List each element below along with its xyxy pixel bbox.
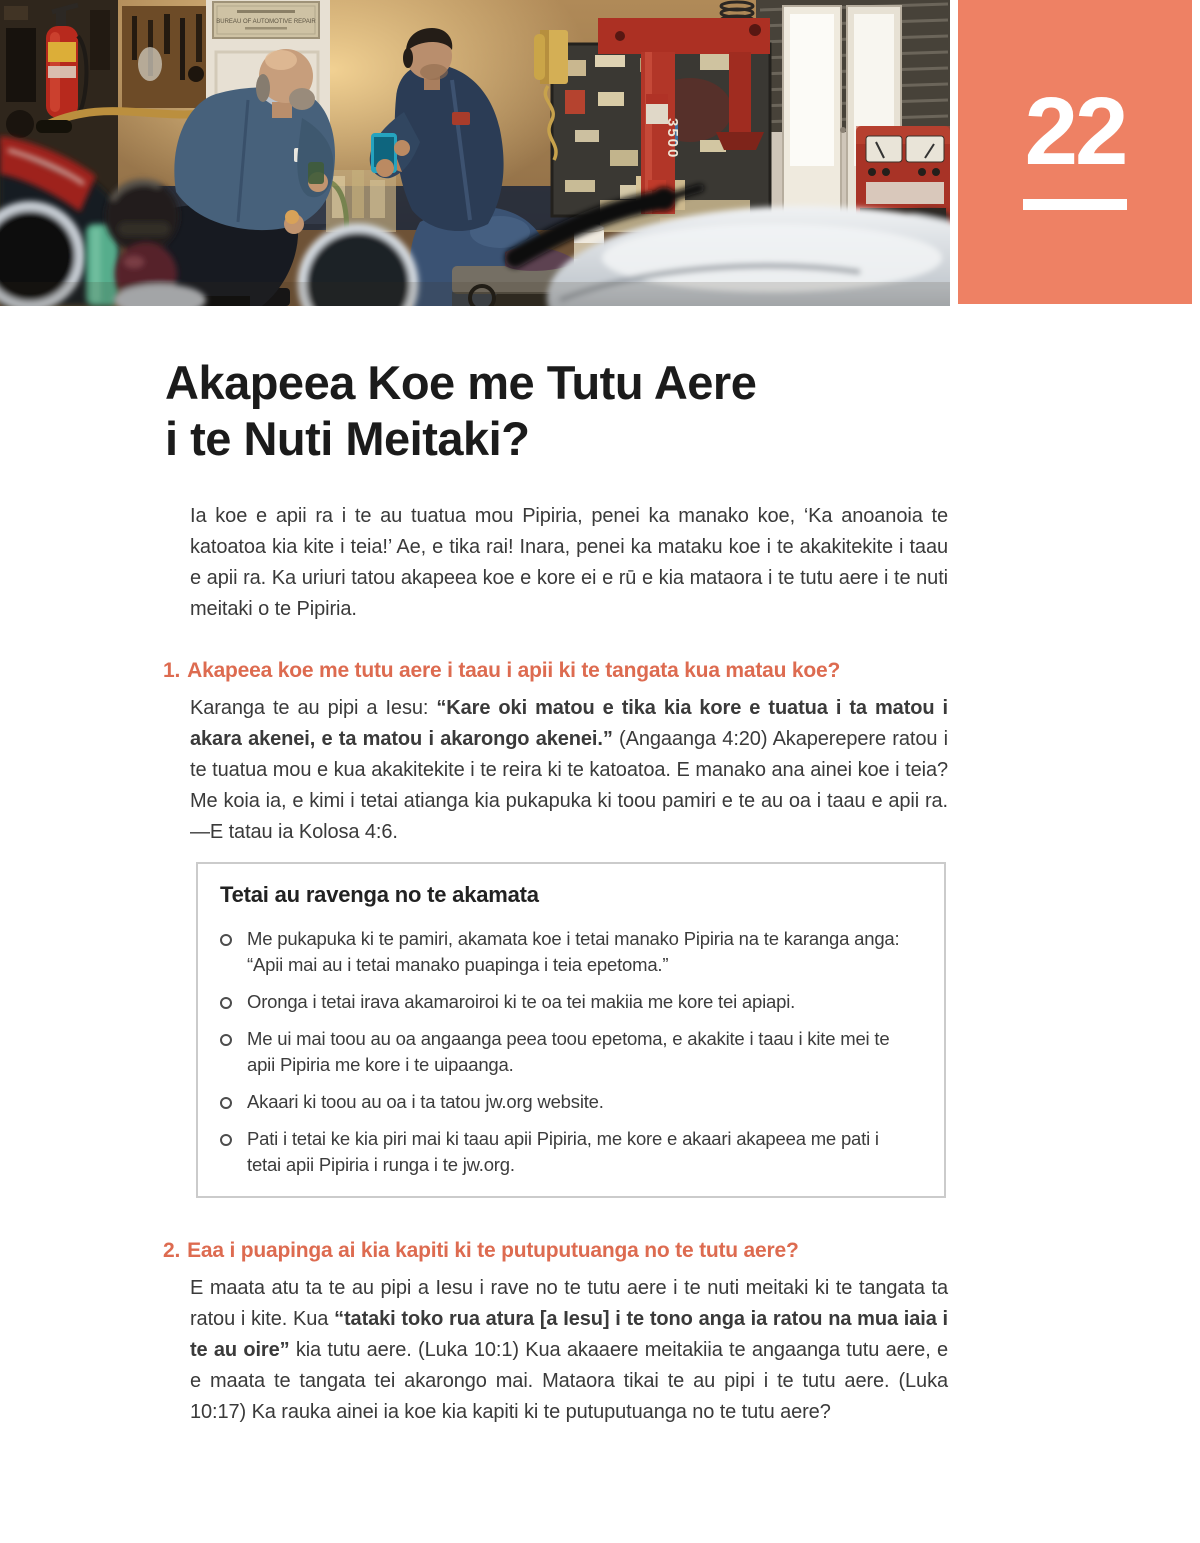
tips-box [196, 862, 946, 1198]
section-2-heading [163, 1236, 948, 1266]
lesson-article [0, 355, 1200, 1428]
door-sign-text: BUREAU OF AUTOMOTIVE REPAIR [216, 19, 316, 25]
intro-paragraph: Ia koe e apii ra i te au tuatua mou Pipiria, penei ka manako koe, ‘Ka anoanoia te katoatoa kia kite i teia!’ Ae, e tika rai! Inara, penei ka mataku koe i te akakitekite i taau e apii ra. Ka uriuri tatou akapeea koe e kore ei e rū e kia mataora i te tutu aere i te nuti meitaki o te Pipiria. [190, 505, 948, 620]
page-title-line-1: Akapeea Koe me Tutu Aere [165, 356, 757, 409]
workshop-photo [0, 0, 950, 306]
section-1-text: Karanga te au pipi a Iesu: [190, 697, 437, 719]
section-1-heading-text: Akapeea koe me tutu aere i taau i apii ki te tangata kua matau koe? [187, 659, 841, 682]
tips-item-text: Oronga i tetai irava akamaroiroi ki te oa tei makiia me kore tei apiapi. [247, 991, 796, 1012]
tips-item-text: Me pukapuka ki te pamiri, akamata koe i tetai manako Pipiria na te karanga anga: “Apii mai au i tetai manako puapinga i teia epetoma.” [247, 928, 900, 975]
section-2-heading-text: Eaa i puapinga ai kia kapiti ki te putuputuanga no te tutu aere? [187, 1239, 799, 1262]
workshop-photo-illustration [0, 0, 950, 306]
tips-item-text: Pati i tetai ke kia piri mai ki taau apii Pipiria, me kore e akaari akapeea me pati i tetai apii Pipiria i runga i te jw.org. [247, 1128, 879, 1175]
lesson-number-badge [958, 0, 1192, 304]
article-content [163, 501, 949, 1428]
tips-list [220, 926, 914, 1178]
section-2-text-after: kia tutu aere. (Luka 10:1) Kua akaaere meitakiia te angaanga tutu aere, e e maata te tangata tei akarongo mai. Mataora tikai te au pipi i te tutu aere. (Luka 10:17) Ka rauka ainei ia koe kia kapiti ki te putuputuanga no te tutu aere? [190, 1339, 948, 1423]
page-title-line-2: i te Nuti Meitaki? [165, 412, 530, 465]
machine-label-text: 3500 [664, 118, 681, 160]
bullet-circle-icon [220, 934, 232, 946]
tips-list-item [220, 989, 914, 1015]
hero-section [0, 0, 1200, 306]
tips-list-item [220, 1126, 914, 1178]
section-2 [163, 1236, 948, 1428]
bullet-circle-icon [220, 1034, 232, 1046]
bullet-circle-icon [220, 1097, 232, 1109]
section-1-number: 1. [163, 659, 181, 682]
section-2-text: E maata atu ta te au pipi a Iesu i rave no te tutu aere i te nuti meitaki ki te tangata ta ratou i kite. Kua [190, 1277, 948, 1330]
tips-list-item [220, 1089, 914, 1115]
tips-list-item [220, 1026, 914, 1078]
tips-item-text: Me ui mai toou au oa angaanga peea toou epetoma, e akakite i taau i kite mei te apii Pipiria me kore i te uipaanga. [247, 1028, 890, 1075]
page-title [165, 355, 865, 467]
section-1-scripture-quote: “Kare oki matou e tika kia kore e tuatua i ta matou i akara akenei, e ta matou i akarongo akenei.” [190, 697, 949, 750]
bullet-circle-icon [220, 997, 232, 1009]
door-sign [213, 2, 319, 38]
tips-box-title: Tetai au ravenga no te akamata [220, 882, 539, 907]
section-1-paragraph [190, 693, 948, 848]
tips-list-item [220, 926, 914, 978]
section-2-number: 2. [163, 1239, 181, 1262]
lesson-number-underline [1023, 199, 1127, 210]
section-1-heading [163, 656, 948, 686]
section-2-paragraph [190, 1273, 948, 1428]
tips-item-text: Akaari ki toou au oa i ta tatou jw.org website. [247, 1091, 604, 1112]
section-2-scripture-quote: “tataki toko rua atura [a Iesu] i te tono anga ia ratou na mua iaia i te au oire” [190, 1308, 948, 1361]
lesson-number: 22 [1024, 78, 1126, 185]
bullet-circle-icon [220, 1134, 232, 1146]
section-1 [163, 656, 949, 848]
section-1-text-after: (Angaanga 4:20) Akaperepere ratou i te tuatua mou e kua akakitekite i te reira ki te katoatoa. E manako ana ainei koe i teia? Me koia ia, e kimi i tetai atianga kia pukapuka ki toou pamiri e te au oa i taau e apii ra.—E tatau ia Kolosa 4:6. [190, 728, 949, 843]
